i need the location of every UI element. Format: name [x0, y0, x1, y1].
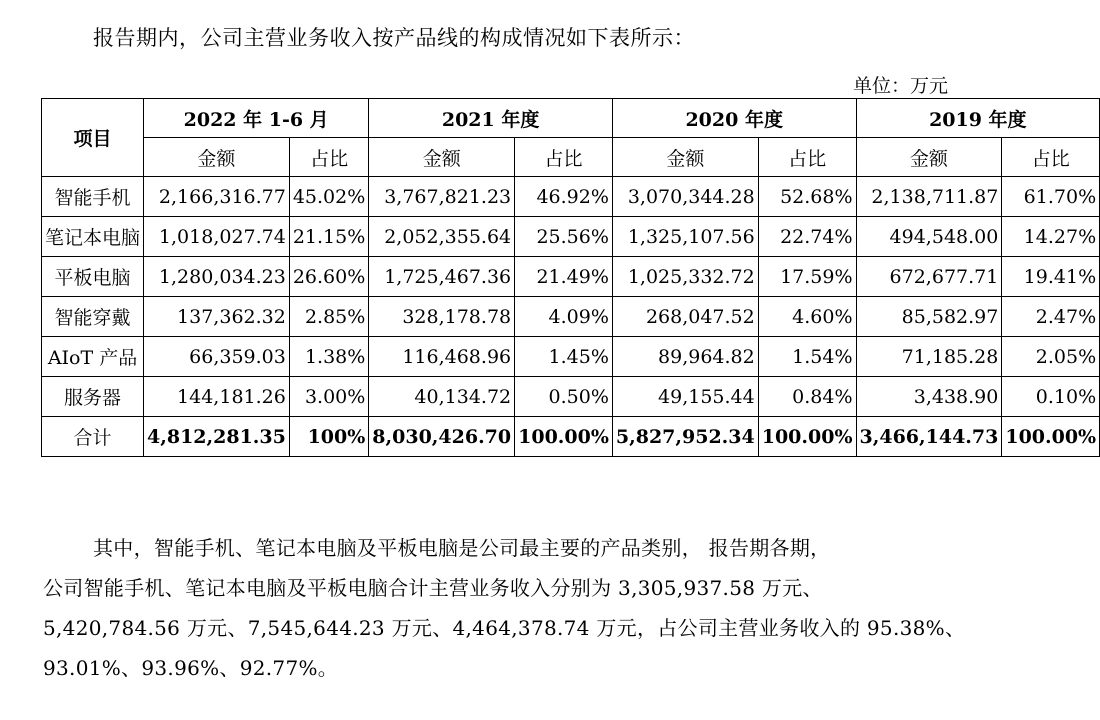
- amount-cell: 2,166,316.77: [144, 177, 290, 217]
- amount-cell: 144,181.26: [144, 377, 290, 417]
- amount-cell: 49,155.44: [612, 377, 758, 417]
- share-cell: 4.09%: [515, 297, 613, 337]
- share-cell: 26.60%: [289, 257, 368, 297]
- amount-cell: 1,025,332.72: [612, 257, 758, 297]
- amount-cell: 5,827,952.34: [612, 417, 758, 457]
- share-cell: 22.74%: [758, 217, 856, 257]
- amount-header: 金额: [612, 138, 758, 177]
- share-cell: 2.47%: [1002, 297, 1100, 337]
- share-cell: 100.00%: [758, 417, 856, 457]
- row-label: AIoT 产品: [42, 337, 144, 377]
- amount-cell: 3,070,344.28: [612, 177, 758, 217]
- amount-cell: 3,466,144.73: [856, 417, 1002, 457]
- table-row: [42, 177, 1100, 217]
- share-cell: 52.68%: [758, 177, 856, 217]
- row-label: 服务器: [42, 377, 144, 417]
- share-cell: 45.02%: [289, 177, 368, 217]
- amount-cell: 1,018,027.74: [144, 217, 290, 257]
- period-header: 2019 年度: [856, 99, 1100, 138]
- share-cell: 2.05%: [1002, 337, 1100, 377]
- table-row: [42, 337, 1100, 377]
- share-cell: 1.45%: [515, 337, 613, 377]
- row-label: 平板电脑: [42, 257, 144, 297]
- share-header: 占比: [515, 138, 613, 177]
- row-label: 智能穿戴: [42, 297, 144, 337]
- period-header: 2021 年度: [369, 99, 613, 138]
- period-header-row: [42, 99, 1100, 138]
- amount-cell: 85,582.97: [856, 297, 1002, 337]
- paragraph-line: 5,420,784.56 万元、7,545,644.23 万元、4,464,378.74 万元，占公司主营业务收入的 95.38%、: [43, 616, 966, 640]
- share-cell: 21.49%: [515, 257, 613, 297]
- row-label: 合计: [42, 417, 144, 457]
- amount-cell: 1,325,107.56: [612, 217, 758, 257]
- amount-cell: 137,362.32: [144, 297, 290, 337]
- share-cell: 21.15%: [289, 217, 368, 257]
- share-cell: 46.92%: [515, 177, 613, 217]
- table-row: [42, 217, 1100, 257]
- amount-cell: 328,178.78: [369, 297, 515, 337]
- table-row: [42, 377, 1100, 417]
- share-cell: 4.60%: [758, 297, 856, 337]
- amount-cell: 71,185.28: [856, 337, 1002, 377]
- paragraph-line: 其中，智能手机、笔记本电脑及平板电脑是公司最主要的产品类别， 报告期各期，: [93, 536, 831, 560]
- share-cell: 19.41%: [1002, 257, 1100, 297]
- item-header: 项目: [42, 99, 144, 177]
- total-row: [42, 417, 1100, 457]
- share-cell: 14.27%: [1002, 217, 1100, 257]
- share-cell: 100%: [289, 417, 368, 457]
- share-cell: 61.70%: [1002, 177, 1100, 217]
- share-cell: 0.50%: [515, 377, 613, 417]
- share-header: 占比: [289, 138, 368, 177]
- period-header: 2022 年 1-6 月: [144, 99, 369, 138]
- metric-header-row: [42, 138, 1100, 177]
- period-header: 2020 年度: [612, 99, 856, 138]
- amount-cell: 116,468.96: [369, 337, 515, 377]
- share-cell: 1.38%: [289, 337, 368, 377]
- revenue-by-product-table: [41, 98, 1100, 457]
- amount-cell: 66,359.03: [144, 337, 290, 377]
- row-label: 笔记本电脑: [42, 217, 144, 257]
- amount-cell: 40,134.72: [369, 377, 515, 417]
- amount-cell: 3,767,821.23: [369, 177, 515, 217]
- amount-cell: 3,438.90: [856, 377, 1002, 417]
- amount-cell: 268,047.52: [612, 297, 758, 337]
- share-cell: 0.84%: [758, 377, 856, 417]
- paragraph-line: 93.01%、93.96%、92.77%。: [43, 656, 339, 680]
- amount-header: 金额: [856, 138, 1002, 177]
- amount-cell: 2,052,355.64: [369, 217, 515, 257]
- share-cell: 0.10%: [1002, 377, 1100, 417]
- amount-header: 金额: [144, 138, 290, 177]
- share-cell: 100.00%: [1002, 417, 1100, 457]
- share-cell: 25.56%: [515, 217, 613, 257]
- intro-text: 报告期内，公司主营业务收入按产品线的构成情况如下表所示：: [93, 26, 695, 50]
- row-label: 智能手机: [42, 177, 144, 217]
- share-cell: 100.00%: [515, 417, 613, 457]
- paragraph-line: 公司智能手机、笔记本电脑及平板电脑合计主营业务收入分别为 3,305,937.58 万元、: [43, 576, 823, 600]
- amount-cell: 494,548.00: [856, 217, 1002, 257]
- share-header: 占比: [758, 138, 856, 177]
- table-row: [42, 297, 1100, 337]
- share-cell: 3.00%: [289, 377, 368, 417]
- share-cell: 17.59%: [758, 257, 856, 297]
- amount-cell: 2,138,711.87: [856, 177, 1002, 217]
- amount-header: 金额: [369, 138, 515, 177]
- amount-cell: 672,677.71: [856, 257, 1002, 297]
- amount-cell: 8,030,426.70: [369, 417, 515, 457]
- amount-cell: 89,964.82: [612, 337, 758, 377]
- table-row: [42, 257, 1100, 297]
- amount-cell: 1,280,034.23: [144, 257, 290, 297]
- amount-cell: 4,812,281.35: [144, 417, 290, 457]
- summary-paragraph: [43, 528, 966, 688]
- share-cell: 2.85%: [289, 297, 368, 337]
- unit-label: 单位：万元: [852, 75, 948, 97]
- amount-cell: 1,725,467.36: [369, 257, 515, 297]
- share-cell: 1.54%: [758, 337, 856, 377]
- share-header: 占比: [1002, 138, 1100, 177]
